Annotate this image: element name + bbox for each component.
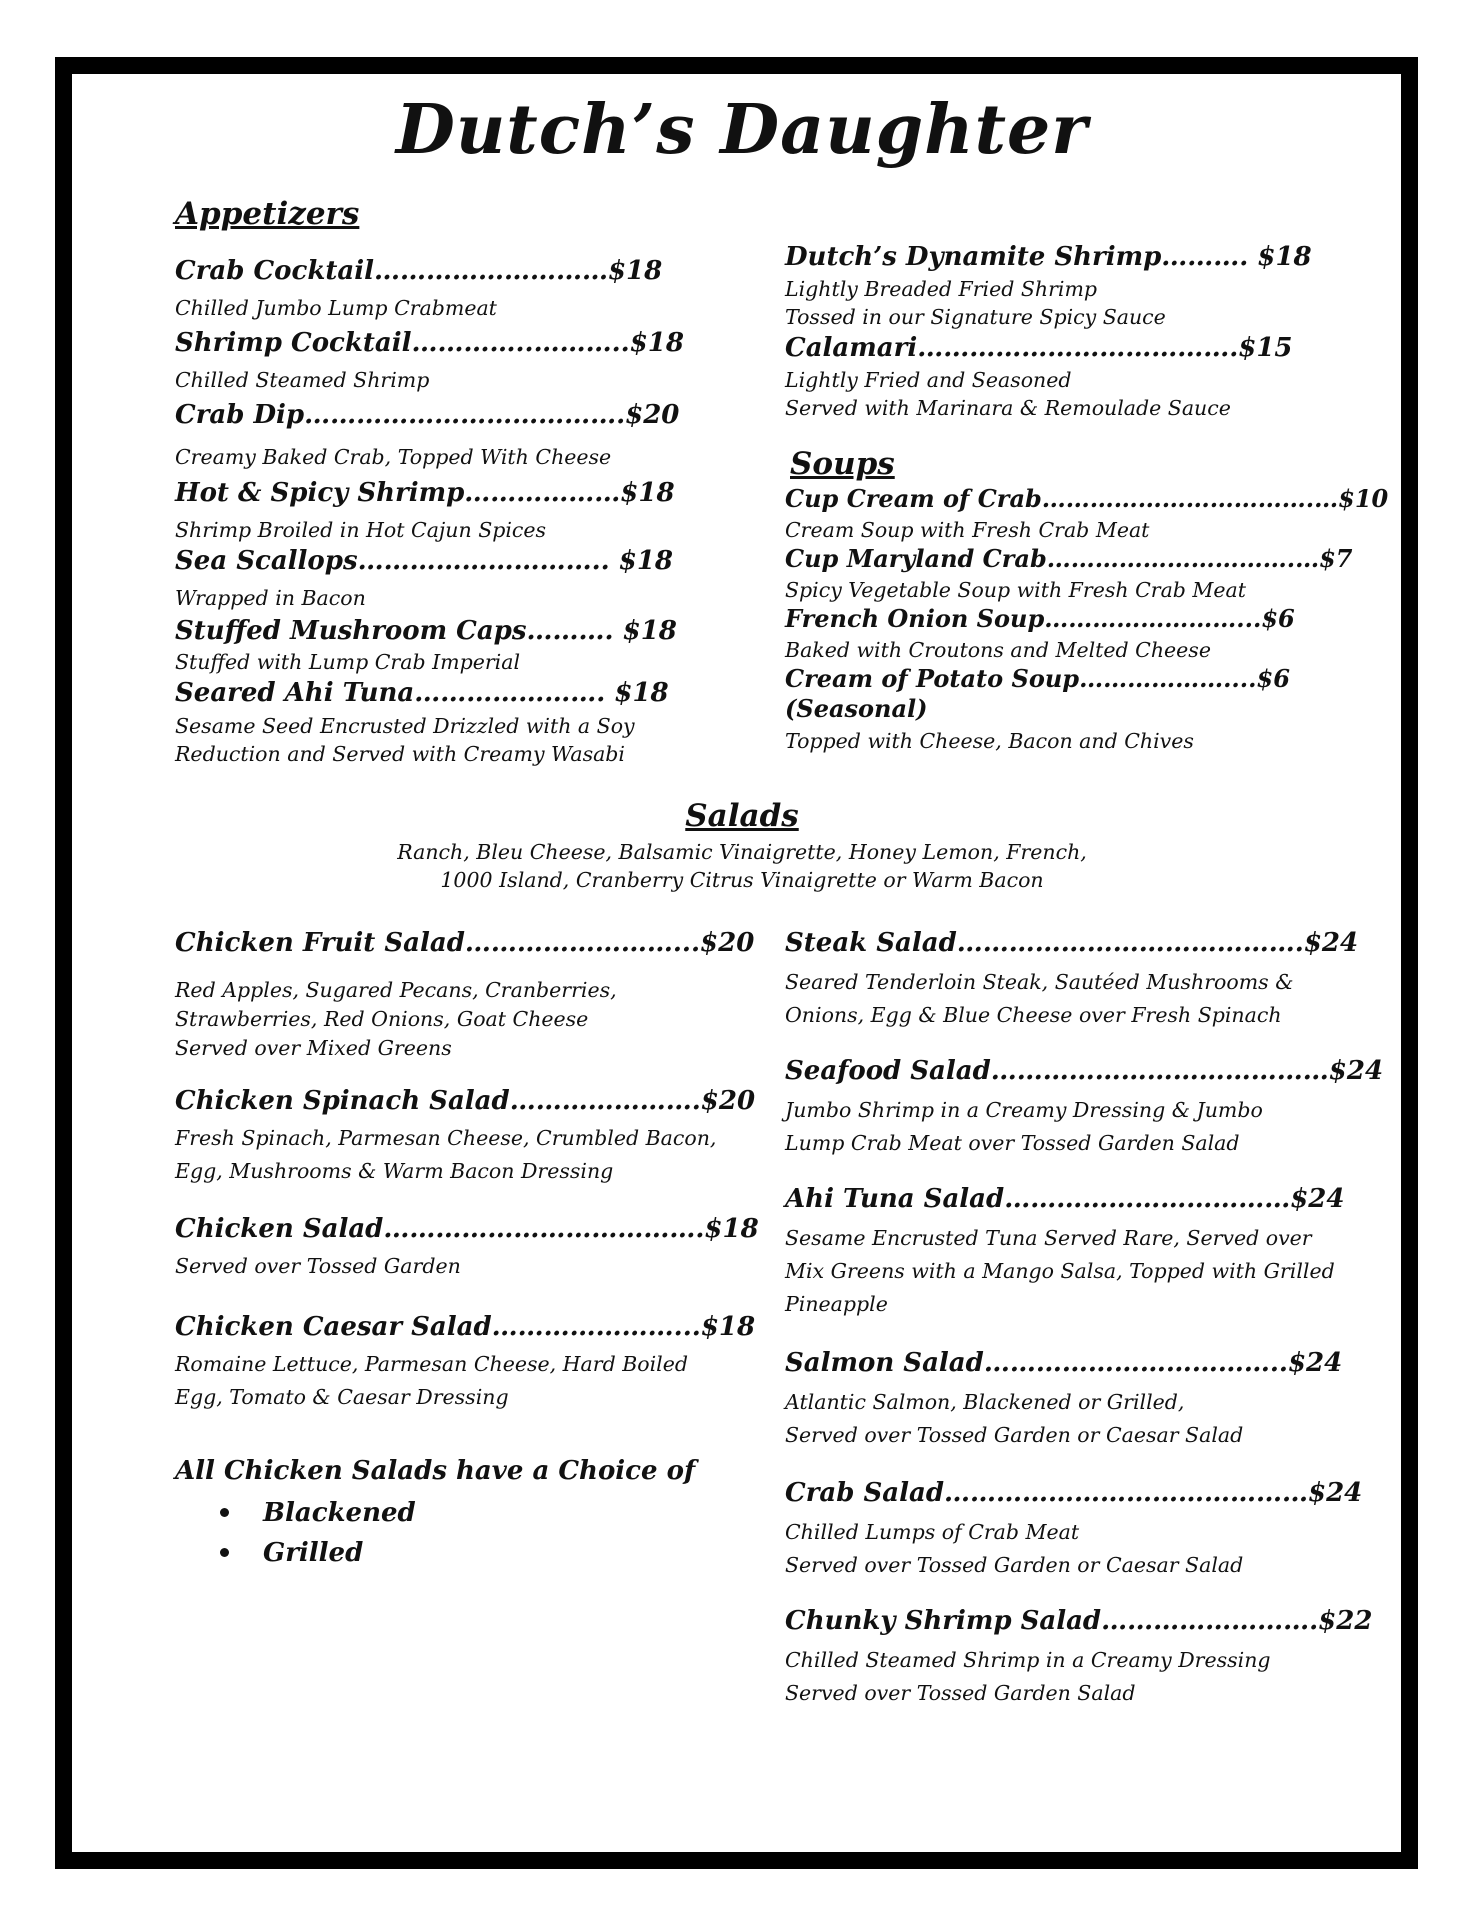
menu-item-desc: Lightly Breaded Fried Shrimp (785, 277, 1098, 301)
menu-item-desc: Red Apples, Sugared Pecans, Cranberries, (175, 978, 617, 1002)
menu-item-desc: Creamy Baked Crab, Topped With Cheese (175, 445, 612, 469)
menu-item-name: Sea Scallops……………………….. $18 (175, 546, 674, 576)
menu-item-desc: Served with Marinara & Remoulade Sauce (785, 396, 1231, 420)
menu-item-desc: Fresh Spinach, Parmesan Cheese, Crumbled Bacon, (175, 1126, 717, 1150)
menu-item-desc: Sesame Seed Encrusted Drizzled with a Soy (175, 714, 635, 738)
menu-item-name: Steak Salad………………………………….$24 (785, 928, 1359, 958)
menu-item-name: Chicken Salad……………………………….$18 (175, 1214, 759, 1244)
menu-item-desc: Romaine Lettuce, Parmesan Cheese, Hard Boiled (175, 1352, 688, 1376)
menu-item-desc: Shrimp Broiled in Hot Cajun Spices (175, 518, 547, 542)
salads-heading: Salads (685, 798, 799, 834)
choice-option-label: Grilled (263, 1538, 364, 1568)
menu-item-name: Shrimp Cocktail…………..………..$18 (175, 328, 684, 358)
menu-item-desc: Egg, Mushrooms & Warm Bacon Dressing (175, 1159, 614, 1183)
menu-item-desc: Served over Tossed Garden or Caesar Salad (785, 1423, 1244, 1447)
menu-item-desc: Pineapple (785, 1292, 888, 1316)
menu-item-desc: Served over Mixed Greens (175, 1036, 452, 1060)
menu-item-desc: Served over Tossed Garden (175, 1254, 461, 1278)
menu-item-name: Seared Ahi Tuna…………………. $18 (175, 678, 669, 708)
menu-item-name: Calamari……………………………….$15 (785, 333, 1293, 363)
menu-item-desc: Tossed in our Signature Spicy Sauce (785, 305, 1166, 329)
menu-item-desc: Egg, Tomato & Caesar Dressing (175, 1385, 509, 1409)
menu-item-desc: Chilled Steamed Shrimp in a Creamy Dressing (785, 1648, 1271, 1672)
menu-item-desc: Stuffed with Lump Crab Imperial (175, 650, 521, 674)
bullet-icon (220, 1508, 229, 1517)
menu-item-name: Dutch’s Dynamite Shrimp………. $18 (785, 242, 1312, 272)
soups-heading: Soups (790, 446, 895, 482)
menu-item-name-seasonal: (Seasonal) (785, 694, 928, 723)
menu-item-name: Cup Maryland Crab………………………….…$7 (785, 544, 1353, 573)
menu-item-desc: Strawberries, Red Onions, Goat Cheese (175, 1007, 589, 1031)
choice-option (220, 1498, 416, 1528)
menu-item-name: Chunky Shrimp Salad…………………….$22 (785, 1606, 1373, 1636)
menu-item-name: Hot & Spicy Shrimp………………$18 (175, 478, 675, 508)
menu-item-desc: Wrapped in Bacon (175, 586, 366, 610)
menu-item-name: Ahi Tuna Salad……………………………$24 (785, 1184, 1345, 1214)
menu-item-name: Crab Dip……………………………….$20 (175, 400, 680, 430)
menu-item-desc: Mix Greens with a Mango Salsa, Topped with Grilled (785, 1259, 1335, 1283)
menu-item-name: Cup Cream of Crab…………………………….…$10 (785, 484, 1389, 513)
dressings-line: Ranch, Bleu Cheese, Balsamic Vinaigrette, Honey Lemon, French, (397, 840, 1087, 864)
menu-item-desc: Seared Tenderloin Steak, Sautéed Mushrooms & (785, 970, 1294, 994)
menu-item-desc: Atlantic Salmon, Blackened or Grilled, (785, 1390, 1185, 1414)
menu-item-desc: Topped with Cheese, Bacon and Chives (785, 729, 1194, 753)
menu-item-name: French Onion Soup……………………...$6 (785, 604, 1295, 633)
menu-item-desc: Served over Tossed Garden Salad (785, 1681, 1136, 1705)
chicken-choice-note: All Chicken Salads have a Choice of (175, 1456, 696, 1486)
menu-item-desc: Lump Crab Meat over Tossed Garden Salad (785, 1131, 1240, 1155)
menu-item-desc: Chilled Steamed Shrimp (175, 368, 430, 392)
menu-item-name: Salmon Salad……………………………..$24 (785, 1348, 1343, 1378)
menu-item-desc: Served over Tossed Garden or Caesar Salad (785, 1553, 1244, 1577)
menu-item-desc: Reduction and Served with Creamy Wasabi (175, 742, 625, 766)
menu-item-name: Chicken Fruit Salad……………………...$20 (175, 928, 755, 958)
choice-option (220, 1538, 363, 1568)
menu-item-desc: Chilled Lumps of Crab Meat (785, 1520, 1080, 1544)
menu-item-desc: Baked with Croutons and Melted Cheese (785, 638, 1211, 662)
menu-item-desc: Cream Soup with Fresh Crab Meat (785, 518, 1150, 542)
appetizers-heading: Appetizers (175, 196, 360, 232)
menu-item-name: Stuffed Mushroom Caps………. $18 (175, 616, 677, 646)
dressings-line: 1000 Island, Cranberry Citrus Vinaigrette or Warm Bacon (440, 868, 1044, 892)
restaurant-title: Dutch’s Daughter (395, 90, 1089, 170)
menu-item-name: Crab Cocktail………………………$18 (175, 256, 663, 286)
menu-item-desc: Sesame Encrusted Tuna Served Rare, Served over (785, 1226, 1312, 1250)
menu-item-name: Crab Salad……………………………………$24 (785, 1478, 1363, 1508)
menu-item-name: Cream of Potato Soup………………....$6 (785, 664, 1290, 693)
menu-item-desc: Spicy Vegetable Soup with Fresh Crab Meat (785, 578, 1247, 602)
menu-item-desc: Jumbo Shrimp in a Creamy Dressing & Jumbo (785, 1098, 1263, 1122)
menu-item-name: Seafood Salad…………………………………$24 (785, 1056, 1384, 1086)
bullet-icon (220, 1548, 229, 1557)
menu-item-desc: Chilled Jumbo Lump Crabmeat (175, 296, 497, 320)
menu-item-desc: Lightly Fried and Seasoned (785, 368, 1072, 392)
menu-item-desc: Onions, Egg & Blue Cheese over Fresh Spinach (785, 1003, 1282, 1027)
menu-item-name: Chicken Spinach Salad………………….$20 (175, 1086, 756, 1116)
menu-item-name: Chicken Caesar Salad…………………...$18 (175, 1312, 756, 1342)
choice-option-label: Blackened (263, 1498, 416, 1528)
